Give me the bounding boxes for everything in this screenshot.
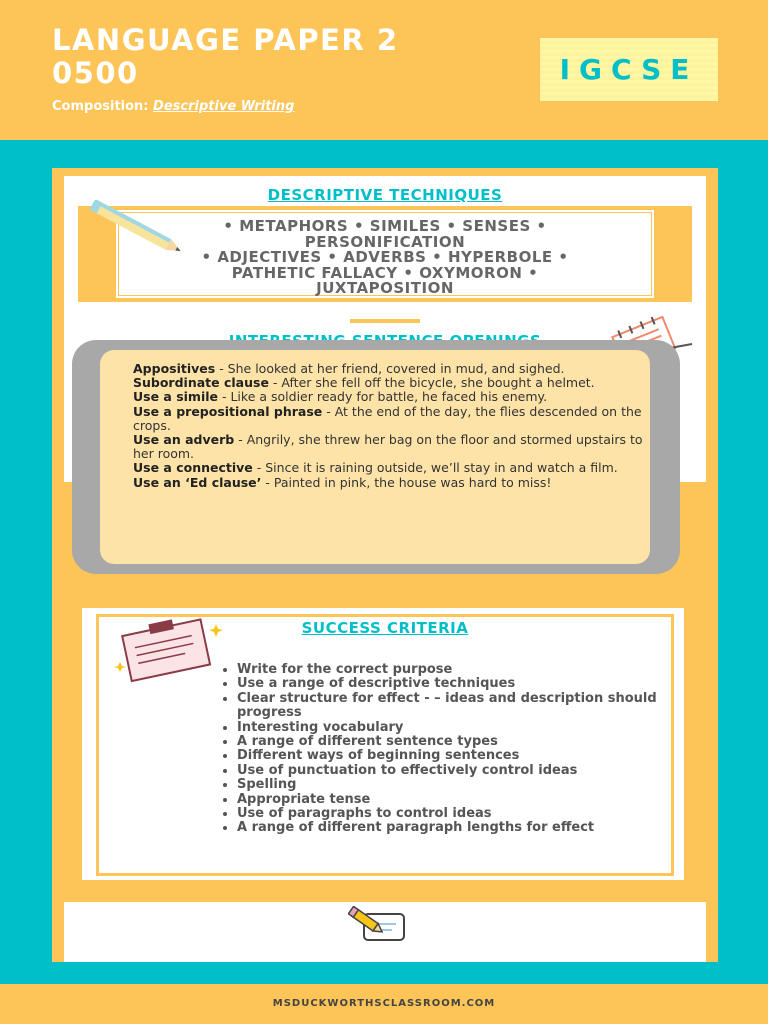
subtitle-link[interactable]: Descriptive Writing [153,99,295,114]
opening-term: Use an ‘Ed clause’ [133,474,262,490]
criteria-item: • Appropriate tense [237,793,671,807]
footer-link[interactable]: MSDUCKWORTHSCLASSROOM.COM [272,998,496,1009]
techniques-heading: DESCRIPTIVE TECHNIQUES [267,186,503,204]
opening-term: Use a connective [133,460,253,476]
opening-term: Appositives [133,361,216,376]
openings-box [100,350,650,564]
openings-frame [72,340,680,574]
technique-line: • METAPHORS • SIMILES • SENSES • [223,217,547,235]
techniques-list [118,212,652,296]
opening-item [133,476,643,490]
criteria-item: • Write for the correct purpose [237,663,671,677]
igcse-badge [540,38,718,101]
criteria-item: • Clear structure for effect - – ideas and description should progress [237,692,671,721]
opening-example: - She looked at her friend, covered in mud, and sighed. [215,361,565,376]
subtitle [52,99,294,114]
technique-line: JUXTAPOSITION [316,279,454,297]
scroll-pencil-icon [348,906,418,944]
success-criteria-list [214,663,671,836]
content-card [52,168,718,962]
opening-term: Use an adverb [133,432,235,448]
opening-term: Use a simile [133,389,219,405]
opening-item [133,390,643,404]
title-line-1: LANGUAGE PAPER 2 [52,23,399,57]
technique-line: PERSONIFICATION [304,232,466,251]
clipboard-icon [112,614,232,684]
opening-example: - At the end of the day, the flies descended on the crops. [133,403,642,433]
technique-line: PATHETIC FALLACY • OXYMORON • [231,263,539,282]
section-divider [350,319,420,323]
opening-item [133,376,643,390]
opening-example: - Like a soldier ready for battle, he faced his enemy. [218,389,548,405]
criteria-item: • Different ways of beginning sentences [237,749,671,763]
opening-term: Subordinate clause [133,375,269,391]
criteria-item: • Spelling [237,778,671,792]
footer [0,984,768,1024]
opening-example: - After she fell off the bicycle, she bought a helmet. [268,375,595,391]
section-divider [343,893,427,897]
opening-example: - Painted in pink, the house was hard to miss! [261,474,552,490]
pencil-icon [86,200,196,260]
opening-item [133,405,643,433]
technique-line: • ADJECTIVES • ADVERBS • HYPERBOLE • [201,248,569,266]
opening-term: Use a prepositional phrase [133,403,323,419]
subtitle-prefix: Composition: [52,99,149,114]
criteria-item: • Use a range of descriptive techniques [237,677,671,691]
criteria-item: • A range of different sentence types [237,735,671,749]
footer-panel [64,902,706,962]
opening-example: - Since it is raining outside, we’ll stay in and watch a film. [252,460,618,476]
criteria-item: • A range of different paragraph lengths for effect [237,821,671,835]
openings-list [133,362,643,490]
badge-label: IGCSE [559,53,699,86]
criteria-item: • Use of punctuation to effectively control ideas [237,764,671,778]
opening-item [133,362,643,376]
success-heading: SUCCESS CRITERIA [301,619,469,637]
criteria-item: • Interesting vocabulary [237,721,671,735]
opening-example: - Angrily, she threw her bag on the floor and stormed upstairs to her room. [133,432,643,462]
page-title [52,24,399,90]
opening-item [133,461,643,475]
opening-item [133,433,643,461]
title-line-2: 0500 [52,56,139,90]
criteria-item: • Use of paragraphs to control ideas [237,807,671,821]
header-banner [0,0,768,140]
